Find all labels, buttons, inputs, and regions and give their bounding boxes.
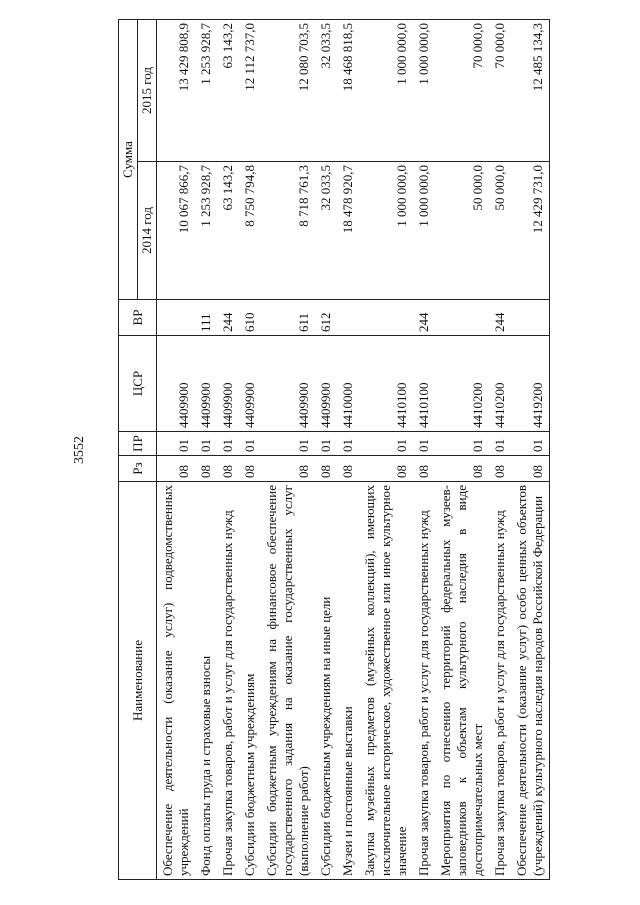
row-vr — [157, 300, 196, 336]
row-rz: 08 — [261, 456, 315, 482]
row-vr: 244 — [217, 300, 239, 336]
row-name: Субсидии бюджетным учреждениям на финансовое обеспечение государственного задания на оказание государственных услуг (выполнение работ) — [261, 482, 315, 880]
row-sum-2014: 63 143,2 — [217, 162, 239, 300]
row-csr: 4410100 — [359, 336, 413, 432]
row-csr: 4409900 — [157, 336, 196, 432]
header-vr: ВР — [119, 300, 157, 336]
row-rz: 08 — [315, 456, 337, 482]
row-pr: 01 — [435, 432, 489, 456]
row-sum-2015: 1 000 000,0 — [413, 20, 435, 162]
row-pr: 01 — [239, 432, 261, 456]
header-rz: Рз — [119, 456, 157, 482]
row-rz: 08 — [195, 456, 217, 482]
row-sum-2014: 10 067 866,7 — [157, 162, 196, 300]
row-sum-2014: 8 718 761,3 — [261, 162, 315, 300]
row-sum-2015: 13 429 808,9 — [157, 20, 196, 162]
row-rz: 08 — [489, 456, 511, 482]
row-vr: 244 — [489, 300, 511, 336]
table-row — [315, 20, 337, 880]
row-vr: 111 — [195, 300, 217, 336]
row-vr: 610 — [239, 300, 261, 336]
row-sum-2014: 1 253 928,7 — [195, 162, 217, 300]
rotated-sheet — [60, 20, 580, 880]
table-row — [261, 20, 315, 880]
row-sum-2015: 1 253 928,7 — [195, 20, 217, 162]
row-sum-2014: 32 033,5 — [315, 162, 337, 300]
table-row — [359, 20, 413, 880]
table-row — [337, 20, 359, 880]
row-name: Обеспечение деятельности (оказание услуг) подведомственных учреждений — [157, 482, 196, 880]
row-sum-2015: 12 112 737,0 — [239, 20, 261, 162]
row-csr: 4409900 — [217, 336, 239, 432]
row-pr: 01 — [413, 432, 435, 456]
row-rz: 08 — [359, 456, 413, 482]
row-pr: 01 — [157, 432, 196, 456]
row-csr: 4409900 — [195, 336, 217, 432]
row-sum-2014: 50 000,0 — [489, 162, 511, 300]
table-row — [217, 20, 239, 880]
row-name: Субсидии бюджетным учреждениям на иные цели — [315, 482, 337, 880]
table-row — [435, 20, 489, 880]
row-vr: 611 — [261, 300, 315, 336]
row-vr — [359, 300, 413, 336]
budget-table — [118, 19, 550, 880]
row-name: Музеи и постоянные выставки — [337, 482, 359, 880]
row-rz: 08 — [217, 456, 239, 482]
row-csr: 4409900 — [315, 336, 337, 432]
row-sum-2015: 1 000 000,0 — [359, 20, 413, 162]
row-csr: 4419200 — [511, 336, 550, 432]
table-row — [489, 20, 511, 880]
table-row — [239, 20, 261, 880]
row-rz: 08 — [157, 456, 196, 482]
row-csr: 4410000 — [337, 336, 359, 432]
row-csr: 4410100 — [413, 336, 435, 432]
row-pr: 01 — [261, 432, 315, 456]
row-pr: 01 — [489, 432, 511, 456]
row-sum-2015: 12 080 703,5 — [261, 20, 315, 162]
row-name: Прочая закупка товаров, работ и услуг для государственных нужд — [489, 482, 511, 880]
row-vr — [435, 300, 489, 336]
row-rz: 08 — [511, 456, 550, 482]
table-row — [157, 20, 196, 880]
header-2015: 2015 год — [138, 20, 157, 162]
row-name: Прочая закупка товаров, работ и услуг для государственных нужд — [413, 482, 435, 880]
row-name: Прочая закупка товаров, работ и услуг для государственных нужд — [217, 482, 239, 880]
row-name: Субсидии бюджетным учреждениям — [239, 482, 261, 880]
header-csr: ЦСР — [119, 336, 157, 432]
table-body — [157, 20, 550, 880]
row-name: Обеспечение деятельности (оказание услуг) особо ценных объектов (учреждений) культурного наследия народов Российской Федерации — [511, 482, 550, 880]
row-sum-2015: 12 485 134,3 — [511, 20, 550, 162]
table-row — [195, 20, 217, 880]
row-vr — [337, 300, 359, 336]
table-row — [511, 20, 550, 880]
row-vr: 612 — [315, 300, 337, 336]
row-sum-2015: 32 033,5 — [315, 20, 337, 162]
header-2014: 2014 год — [138, 162, 157, 300]
header-sum: Сумма — [119, 20, 138, 300]
row-name: Закупка музейных предметов (музейных коллекций), имеющих исключительное историческое, художественное или иное культурное значение — [359, 482, 413, 880]
row-pr: 01 — [315, 432, 337, 456]
row-rz: 08 — [239, 456, 261, 482]
row-csr: 4409900 — [261, 336, 315, 432]
row-sum-2015: 70 000,0 — [435, 20, 489, 162]
table-header — [119, 20, 157, 880]
row-csr: 4410200 — [489, 336, 511, 432]
row-sum-2014: 1 000 000,0 — [359, 162, 413, 300]
row-sum-2015: 63 143,2 — [217, 20, 239, 162]
header-name: Наименование — [119, 482, 157, 880]
row-rz: 08 — [337, 456, 359, 482]
row-sum-2014: 12 429 731,0 — [511, 162, 550, 300]
row-pr: 01 — [195, 432, 217, 456]
row-vr: 244 — [413, 300, 435, 336]
row-sum-2014: 18 478 920,7 — [337, 162, 359, 300]
row-sum-2014: 50 000,0 — [435, 162, 489, 300]
row-vr — [511, 300, 550, 336]
row-pr: 01 — [359, 432, 413, 456]
row-rz: 08 — [435, 456, 489, 482]
page-number: 3552 — [72, 436, 87, 464]
row-pr: 01 — [337, 432, 359, 456]
row-csr: 4409900 — [239, 336, 261, 432]
row-rz: 08 — [413, 456, 435, 482]
table-row — [413, 20, 435, 880]
row-name: Мероприятия по отнесению территорий федеральных музеев-заповедников к объектам культурного наследия в виде достопримечательных мест — [435, 482, 489, 880]
row-sum-2015: 70 000,0 — [489, 20, 511, 162]
row-name: Фонд оплаты труда и страховые взносы — [195, 482, 217, 880]
header-pr: ПР — [119, 432, 157, 456]
row-csr: 4410200 — [435, 336, 489, 432]
row-pr: 01 — [217, 432, 239, 456]
row-sum-2014: 1 000 000,0 — [413, 162, 435, 300]
row-pr: 01 — [511, 432, 550, 456]
row-sum-2015: 18 468 818,5 — [337, 20, 359, 162]
row-sum-2014: 8 750 794,8 — [239, 162, 261, 300]
